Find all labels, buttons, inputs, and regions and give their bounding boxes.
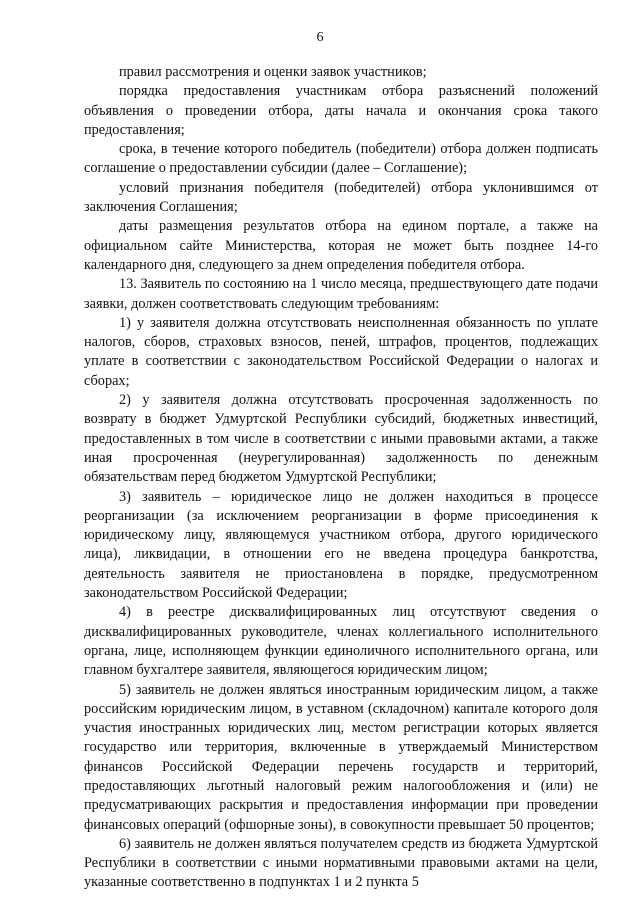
paragraph-evasion-conditions: условий признания победителя (победителей) отбора уклонившимся от заключения Соглашения; xyxy=(84,179,598,216)
page-number: 6 xyxy=(316,30,324,45)
paragraph-clarifications-procedure: порядка предоставления участникам отбора разъяснений положений объявления о проведении отбора, даты начала и окончания срока такого предоставления; xyxy=(84,83,598,138)
paragraph-requirement-2: 2) у заявителя должна отсутствовать просроченная задолженность по возврату в бюджет Удмуртской Республики субсидий, бюджетных инвестиций, предоставленных в том числе в соответствии с иными правовыми актами, а также иная просроченная (неурегулированная) задолженность по денежным обязательствам перед бюджетом Удмуртской Республики; xyxy=(84,392,598,486)
paragraph-results-publication: даты размещения результатов отбора на едином портале, а также на официальном сайте Министерства, которая не может быть позднее 14-го календарного дня, следующего за днем определения победителя отбора. xyxy=(84,218,598,273)
paragraph-requirement-5: 5) заявитель не должен являться иностранным юридическим лицом, а также российским юридическим лицом, в уставном (складочном) капитале которого доля участия иностранных юридических лиц, местом регистрации которых является государство или территория, включенные в утверждаемый Министерством финансов Российской Федерации перечень государств и территорий, предоставляющих льготный налоговый режим налогообложения и (или) не предусматривающих раскрытия и предоставления информации при проведении финансовых операций (офшорные зоны), в совокупности превышает 50 процентов; xyxy=(84,681,598,833)
document-body xyxy=(84,63,598,893)
paragraph-item-13: 13. Заявитель по состоянию на 1 число месяца, предшествующего дате подачи заявки, должен соответствовать следующим требованиям: xyxy=(84,276,598,312)
paragraph-requirement-4: 4) в реестре дисквалифицированных лиц отсутствуют сведения о дисквалифицированных руководителе, членах коллегиального исполнительного органа, лице, исполняющем функции единоличного исполнительного органа, или главном бухгалтере заявителя, являющегося юридическим лицом; xyxy=(84,604,598,679)
paragraph-requirement-3: 3) заявитель – юридическое лицо не должен находиться в процессе реорганизации (за исключением реорганизации в форме присоединения к юридическому лицу, являющемуся участником отбора, другого юридического лица), ликвидации, в отношении его не введена процедура банкротства, деятельность заявителя не приостановлена в порядке, предусмотренном законодательством Российской Федерации; xyxy=(84,488,598,602)
paragraph-requirement-6: 6) заявитель не должен являться получателем средств из бюджета Удмуртской Республики в соответствии с иными нормативными правовыми актами на цели, указанные соответственно в подпунктах 1 и 2 пункта 5 xyxy=(84,835,598,891)
paragraph-review-rules: правил рассмотрения и оценки заявок участников; xyxy=(119,64,427,80)
paragraph-requirement-1: 1) у заявителя должна отсутствовать неисполненная обязанность по уплате налогов, сборов, страховых взносов, пеней, штрафов, процентов, подлежащих уплате в соответствии с законодательством Российской Федерации о налогах и сборах; xyxy=(84,314,598,389)
paragraph-agreement-deadline: срока, в течение которого победитель (победители) отбора должен подписать соглашение о предоставлении субсидии (далее – Соглашение); xyxy=(84,141,598,177)
